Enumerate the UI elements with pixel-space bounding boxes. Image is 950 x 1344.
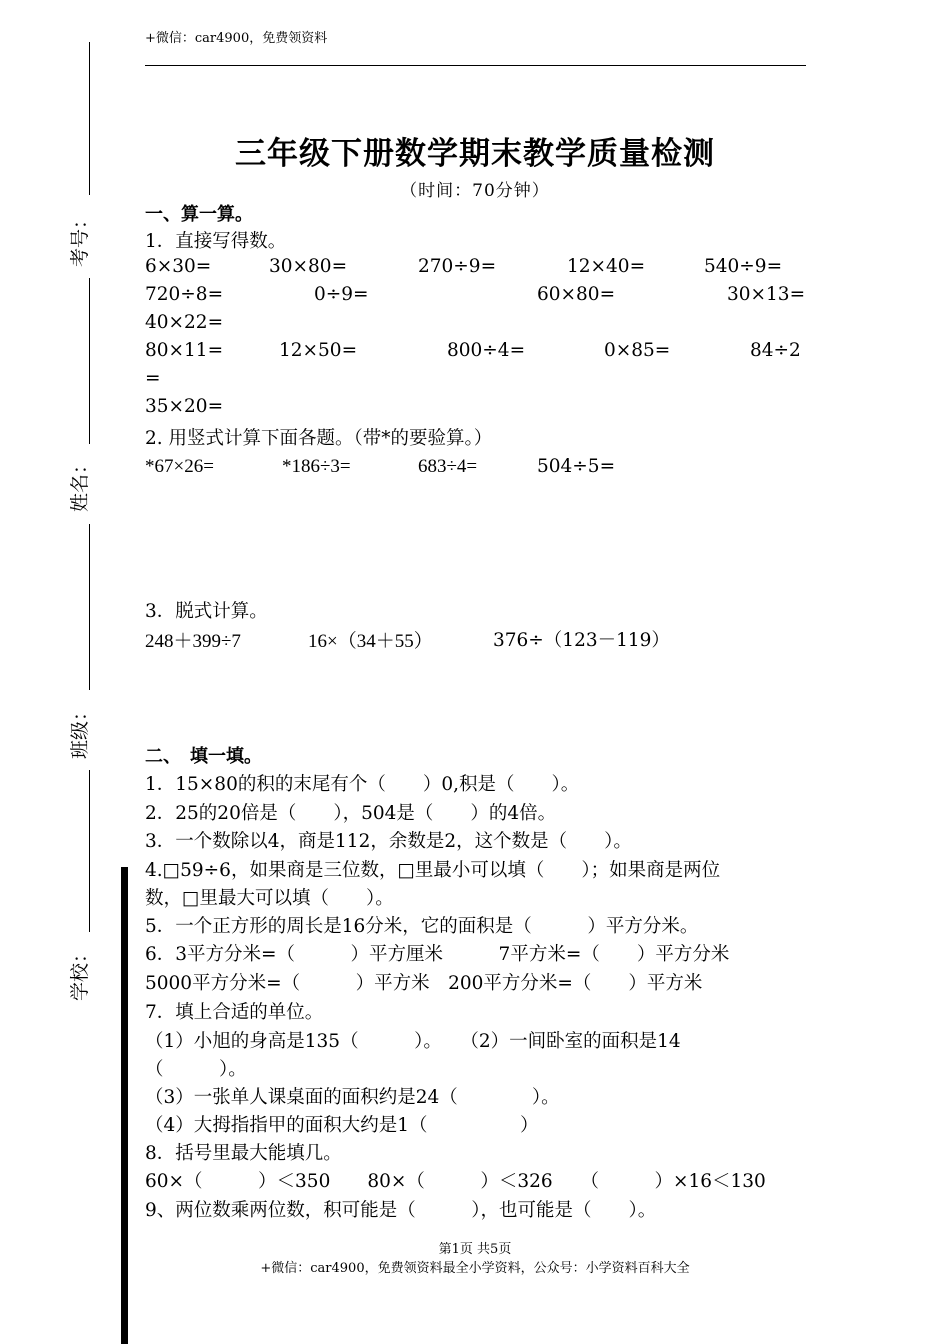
margin-line: [89, 524, 90, 690]
q3-item: 248＋399÷7: [145, 631, 241, 652]
exam-no-label: 考号：: [68, 209, 91, 267]
q1-item: 80×11=: [145, 340, 224, 361]
q2-item: *186÷3=: [282, 456, 351, 477]
fill-line: 4.□59÷6，如果商是三位数，□里最小可以填（ ）；如果商是两位: [145, 860, 721, 881]
q1-item: 30×80=: [269, 256, 348, 277]
q1-item: 12×50=: [279, 340, 358, 361]
q1-item: 12×40=: [567, 256, 646, 277]
q1-item: 270÷9=: [418, 256, 497, 277]
name-label: 姓名：: [68, 454, 91, 512]
section2-heading: 二、 填一填。: [145, 746, 262, 767]
fill-line: （4）大拇指指甲的面积大约是1（ ）: [145, 1115, 539, 1136]
page-number: 第1页 共5页: [438, 1242, 512, 1257]
fill-line: 1．15×80的积的末尾有个（ ）0,积是（ ）。: [145, 774, 580, 795]
fill-line: 9、两位数乘两位数，积可能是（ ），也可能是（ ）。: [145, 1200, 657, 1221]
section1-heading: 一、算一算。: [145, 204, 253, 225]
q1-title: 1．直接写得数。: [145, 231, 287, 252]
fill-line: （1）小旭的身高是135（ ）。 （2）一间卧室的面积是14: [145, 1031, 681, 1052]
q3-item: 16×（34＋55）: [308, 631, 433, 652]
fill-line: （3）一张单人课桌面的面积约是24（ ）。: [145, 1087, 560, 1108]
q3-item: 376÷（123－119）: [493, 630, 670, 651]
q3-title: 3．脱式计算。: [145, 601, 268, 622]
q1-item: 720÷8=: [145, 284, 224, 305]
school-label: 学校：: [68, 943, 91, 1001]
header-note: +微信：car4900，免费领资料: [145, 31, 328, 46]
fill-line: 2．25的20倍是（ ），504是（ ）的4倍。: [145, 803, 557, 824]
q1-item: 60×80=: [537, 284, 616, 305]
fill-line: 5000平方分米=（ ）平方米 200平方分米=（ ）平方米: [145, 973, 703, 994]
fill-line: 5．一个正方形的周长是16分米，它的面积是（ ）平方分米。: [145, 916, 699, 937]
q1-item: =: [145, 368, 161, 389]
q1-item: 84÷2: [750, 340, 801, 361]
q1-item: 800÷4=: [447, 340, 526, 361]
q1-item: 6×30=: [145, 256, 212, 277]
page-subtitle: （时间：70分钟）: [400, 181, 550, 201]
q1-item: 30×13=: [727, 284, 806, 305]
footer-note: +微信：car4900，免费领资料最全小学资料，公众号：小学资料百科大全: [260, 1261, 690, 1276]
q2-item: 683÷4=: [418, 456, 478, 477]
fill-line: 3．一个数除以4，商是112，余数是2，这个数是（ ）。: [145, 831, 632, 852]
fill-line: 7．填上合适的单位。: [145, 1002, 324, 1023]
fill-line: 数，□里最大可以填（ ）。: [145, 888, 394, 909]
header-rule: [145, 65, 806, 66]
fill-line: 6．3平方分米=（ ）平方厘米 7平方米=（ ）平方分米: [145, 944, 730, 965]
margin-line: [89, 278, 90, 444]
fill-line: （ ）。: [145, 1059, 247, 1080]
q1-item: 540÷9=: [704, 256, 783, 277]
q2-item: *67×26=: [145, 456, 214, 477]
fill-line: 8．括号里最大能填几。: [145, 1143, 342, 1164]
margin-line: [89, 770, 90, 932]
q2-title: 2. 用竖式计算下面各题。（带*的要验算。）: [145, 428, 493, 449]
q2-item: 504÷5=: [537, 456, 616, 477]
q1-item: 0×85=: [604, 340, 671, 361]
class-label: 班级：: [68, 701, 91, 759]
fill-line: 60×（ ）＜350 80×（ ）＜326 （ ）×16＜130: [145, 1171, 766, 1192]
q1-item: 0÷9=: [314, 284, 369, 305]
q1-item: 40×22=: [145, 312, 224, 333]
q1-item: 35×20=: [145, 396, 224, 417]
page-title: 三年级下册数学期末教学质量检测: [235, 136, 715, 172]
